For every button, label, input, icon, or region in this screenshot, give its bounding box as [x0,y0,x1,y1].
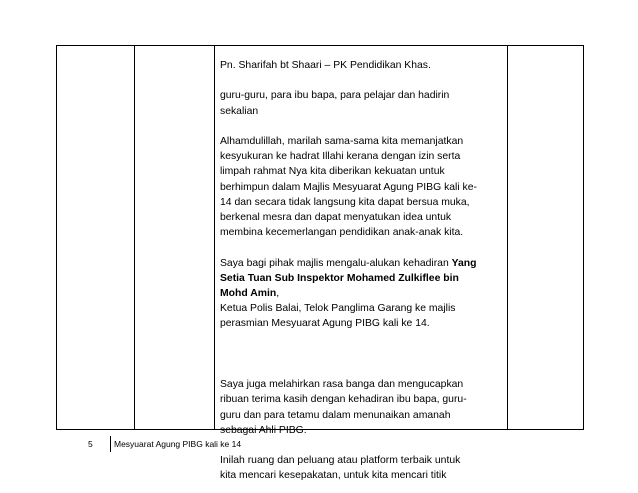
text-line: 14 dan secara tidak langsung kita dapat bersua muka, [220,196,470,208]
guest-name: Setia Tuan Sub Inspektor Mohamed Zulkiflee bin [220,272,459,284]
text-line: sekalian [220,105,259,117]
text-line [220,286,506,301]
text-line: kita mencari kesepakatan, untuk kita mencari titik [220,470,447,482]
table-column-border [134,45,135,429]
text-line: guru dan para tetamu dalam menunaikan amanah [220,409,451,421]
text-line: berhimpun dalam Majlis Mesyuarat Agung PIBG kali ke- [220,181,477,193]
text-line: limpah rahmat Nya kita diberikan kekuatan untuk [220,166,445,178]
speech-text-cell [220,58,506,484]
text-line: sebagai Ahli PIBG. [220,424,307,436]
table-top-border [56,45,584,46]
table-column-border [507,45,508,429]
footer-title: Mesyuarat Agung PIBG kali ke 14 [114,439,242,449]
text-line: membina kecemerlangan pendidikan anak-anak kita. [220,227,464,239]
text-line: guru-guru, para ibu bapa, para pelajar dan hadirin [220,90,450,102]
text-line [220,271,506,286]
table-column-border [56,45,57,429]
text-line [220,256,506,271]
text-line: berkenal mesra dan dapat menyatukan idea untuk [220,212,452,223]
text-line: Alhamdulillah, marilah sama-sama kita memanjatkan [220,135,464,147]
text-line: perasmian Mesyuarat Agung PIBG kali ke 14. [220,318,430,330]
guest-name-end: Mohd Amin [220,288,277,299]
page-number: 5 [88,439,93,449]
text-line: Pn. Sharifah bt Shaari – PK Pendidikan Khas. [220,60,431,71]
text-line: Ketua Polis Balai, Telok Panglima Garang ke majlis [220,303,456,315]
table-column-border [583,45,584,429]
text-line: kesyukuran ke hadrat Illahi kerana dengan izin serta [220,151,461,163]
table-column-border [214,45,215,429]
text-line: ribuan terima kasih dengan kehadiran ibu bapa, guru- [220,394,467,406]
text-line: Saya juga melahirkan rasa banga dan mengucapkan [220,379,464,391]
text-span: Saya bagi pihak majlis mengalu-alukan kehadiran [220,257,452,269]
guest-honorific: Yang [451,257,477,269]
footer-separator [110,436,111,452]
text-line: Inilah ruang dan peluang atau platform terbaik untuk [220,455,461,467]
text-span: , [276,288,280,299]
